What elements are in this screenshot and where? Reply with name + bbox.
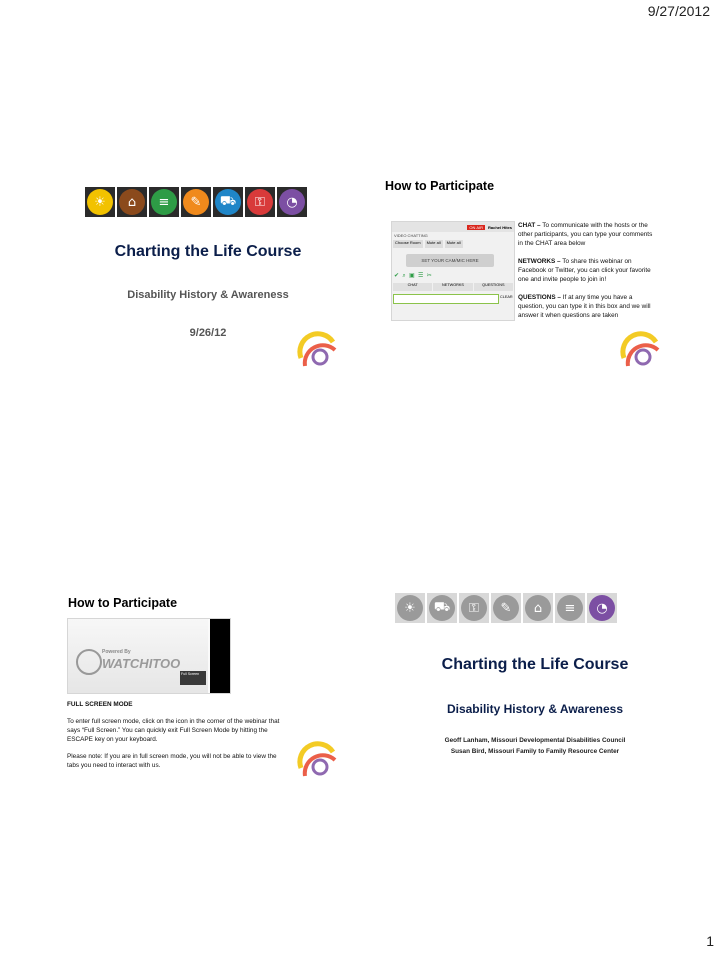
house-icon: ⌂ (523, 593, 553, 623)
chat-label: CHAT – (518, 222, 541, 229)
slide-heading: How to Participate (385, 179, 495, 193)
page-number: 1 (706, 933, 714, 949)
slide-subtitle: Disability History & Awareness (127, 289, 289, 301)
choose-room-button[interactable]: Choose Room (393, 240, 423, 248)
swirl-icon: ◔ (277, 187, 307, 217)
sun-icon: ☀ (85, 187, 115, 217)
lock-icon: ⚿ (459, 593, 489, 623)
slide-1 (63, 175, 353, 390)
slide-heading: How to Participate (68, 596, 178, 610)
print-date: 9/27/2012 (647, 3, 710, 19)
slide-subtitle: Disability History & Awareness (446, 702, 624, 716)
sun-icon: ☀ (395, 593, 425, 623)
on-air-badge: ON AIR (469, 224, 483, 230)
powered-by-label: Powered By (102, 649, 131, 655)
lock-icon: ⚿ (245, 187, 275, 217)
ribbon-icon: ✎ (181, 187, 211, 217)
presenter-credits (410, 735, 660, 757)
ribbon-icon: ✎ (491, 593, 521, 623)
set-cam-mic-button[interactable]: SET YOUR CAM/MIC HERE (406, 254, 494, 267)
swirl-logo-icon (295, 330, 341, 376)
slide-3 (63, 592, 353, 807)
car-icon: ⛟ (427, 593, 457, 623)
stack-icon: ≡ (149, 187, 179, 217)
icon-strip (395, 593, 617, 623)
user-name: Rachel Hites (487, 224, 512, 230)
slide-date: 9/26/12 (189, 327, 227, 339)
instruction-paragraph-2: Please note: If you are in full screen mode, you will not be able to view the tabs you need to interact with us. (67, 753, 277, 769)
questions-label: QUESTIONS – (518, 294, 561, 301)
credit-line-2: Susan Bird, Missouri Family to Family Resource Center (450, 748, 620, 755)
participation-instructions (518, 221, 658, 329)
slide-4 (380, 592, 670, 807)
swirl-logo-icon (618, 330, 664, 376)
tab-chat[interactable]: CHAT (393, 283, 432, 291)
networks-label: NETWORKS – (518, 258, 561, 265)
toolbar-icons: ✔ ⌕ ▣ ☰ ✂ (394, 273, 432, 279)
watchitoo-screenshot (67, 618, 231, 694)
networks-text: To share this webinar on Facebook or Twitter, you can click your favorite one and invite people to join in! (518, 258, 651, 283)
section-title: FULL SCREEN MODE (67, 701, 133, 708)
slide-title: Charting the Life Course (114, 243, 302, 260)
webinar-ui-screenshot (391, 221, 515, 321)
instruction-paragraph-1: To enter full screen mode, click on the icon in the corner of the webinar that says “Full Screen.” You can quickly exit Full Screen Mode by hitting the ESCAPE key on your keyboard. (67, 718, 280, 743)
questions-text: If at any time you have a question, you can type it in this box and we will answer it when questions are taken (518, 294, 651, 319)
mute-all-button-2[interactable]: Mute all (445, 240, 463, 248)
full-screen-button[interactable]: Full Screen (180, 671, 206, 685)
clear-button[interactable]: CLEAR (500, 295, 513, 299)
slide-title: Charting the Life Course (441, 656, 629, 673)
car-icon: ⛟ (213, 187, 243, 217)
watchitoo-brand: WATCHITOO (102, 656, 181, 671)
chat-input[interactable] (393, 294, 499, 304)
stack-icon: ≡ (555, 593, 585, 623)
swirl-logo-icon (295, 740, 341, 786)
tab-questions[interactable]: QUESTIONS (474, 283, 513, 291)
video-chatting-label: VIDEO CHATTING (394, 233, 428, 238)
credit-line-1: Geoff Lanham, Missouri Developmental Disabilities Council (444, 737, 626, 744)
icon-strip (85, 187, 307, 217)
tab-networks[interactable]: NETWORKS (433, 283, 472, 291)
watchitoo-logo-icon (76, 649, 102, 675)
house-icon: ⌂ (117, 187, 147, 217)
mute-all-button[interactable]: Mute all (425, 240, 443, 248)
slide-2 (380, 175, 670, 390)
chat-text: To communicate with the hosts or the other participants, you can type your comments in the CHAT area below (518, 222, 653, 247)
full-screen-instructions (67, 700, 282, 778)
swirl-icon: ◔ (587, 593, 617, 623)
